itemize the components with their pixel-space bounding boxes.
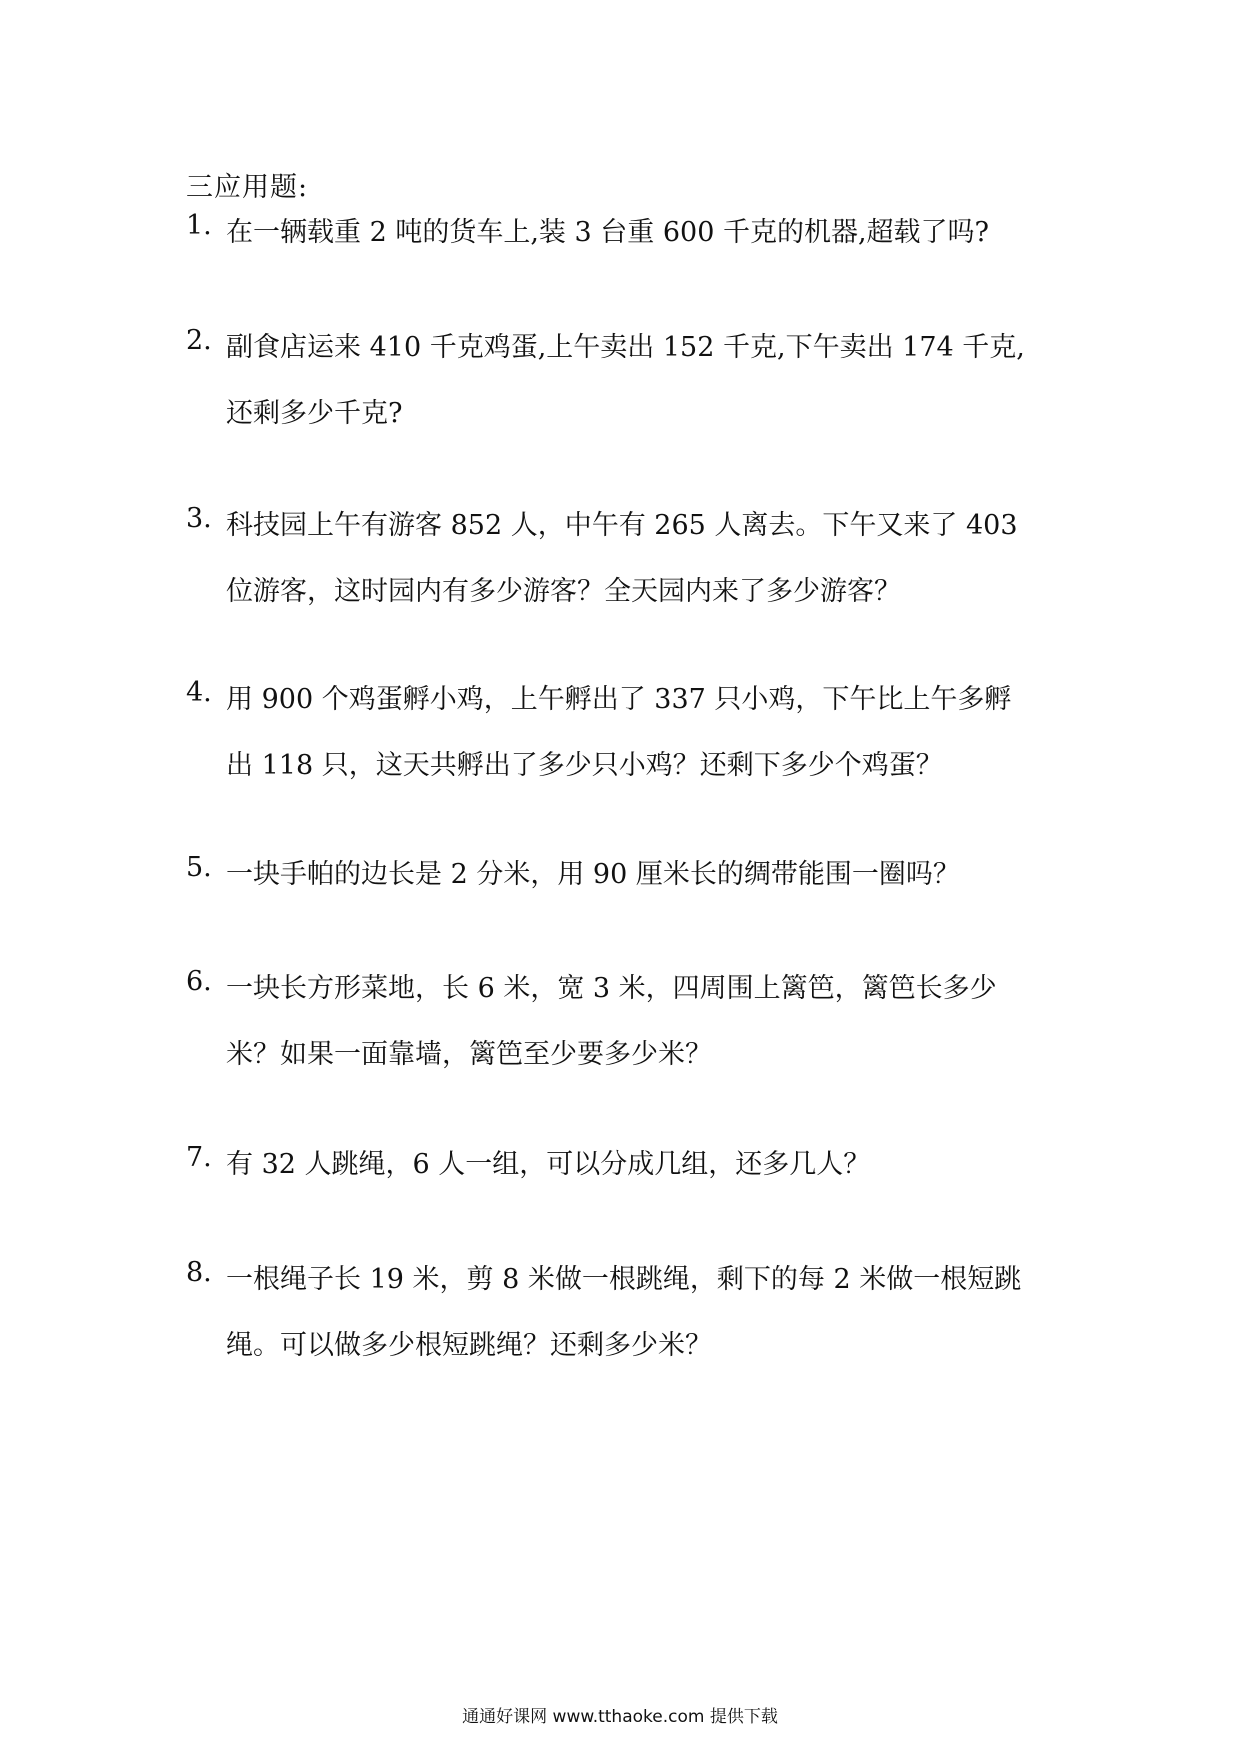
question-number: 1. [186,210,212,241]
question-text: 用 900 个鸡蛋孵小鸡，上午孵出了 337 只小鸡，下午比上午多孵 [226,684,1012,715]
question-number: 6. [186,966,212,997]
question-text-continued: 出 118 只，这天共孵出了多少只小鸡？还剩下多少个鸡蛋？ [226,750,943,781]
question-number: 2. [186,325,212,356]
question-number: 8. [186,1257,212,1288]
question-text-continued: 还剩多少千克? [226,398,403,429]
question-text: 一块长方形菜地，长 6 米，宽 3 米，四周围上篱笆，篱笆长多少 [226,973,997,1004]
question-text: 科技园上午有游客 852 人，中午有 265 人离去。下午又来了 403 [226,510,1018,541]
question-text-continued: 绳。可以做多少根短跳绳？还剩多少米？ [226,1330,712,1361]
question-text: 副食店运来 410 千克鸡蛋,上午卖出 152 千克,下午卖出 174 千克, [226,332,1025,363]
question-text-continued: 位游客，这时园内有多少游客？全天园内来了多少游客？ [226,576,901,607]
question-number: 4. [186,677,212,708]
question-number: 7. [186,1142,212,1173]
question-text: 在一辆载重 2 吨的货车上,装 3 台重 600 千克的机器,超载了吗? [226,217,990,248]
question-number: 5. [186,852,212,883]
question-text: 一根绳子长 19 米，剪 8 米做一根跳绳，剩下的每 2 米做一根短跳 [226,1264,1022,1295]
section-heading: 三应用题: [186,172,309,203]
question-text: 有 32 人跳绳，6 人一组，可以分成几组，还多几人？ [226,1149,871,1180]
question-text: 一块手帕的边长是 2 分米，用 90 厘米长的绸带能围一圈吗？ [226,859,960,890]
question-number: 3. [186,503,212,534]
question-text-continued: 米？如果一面靠墙，篱笆至少要多少米？ [226,1039,712,1070]
footer-credit: 通通好课网 www.tthaoke.com 提供下载 [462,1707,778,1727]
